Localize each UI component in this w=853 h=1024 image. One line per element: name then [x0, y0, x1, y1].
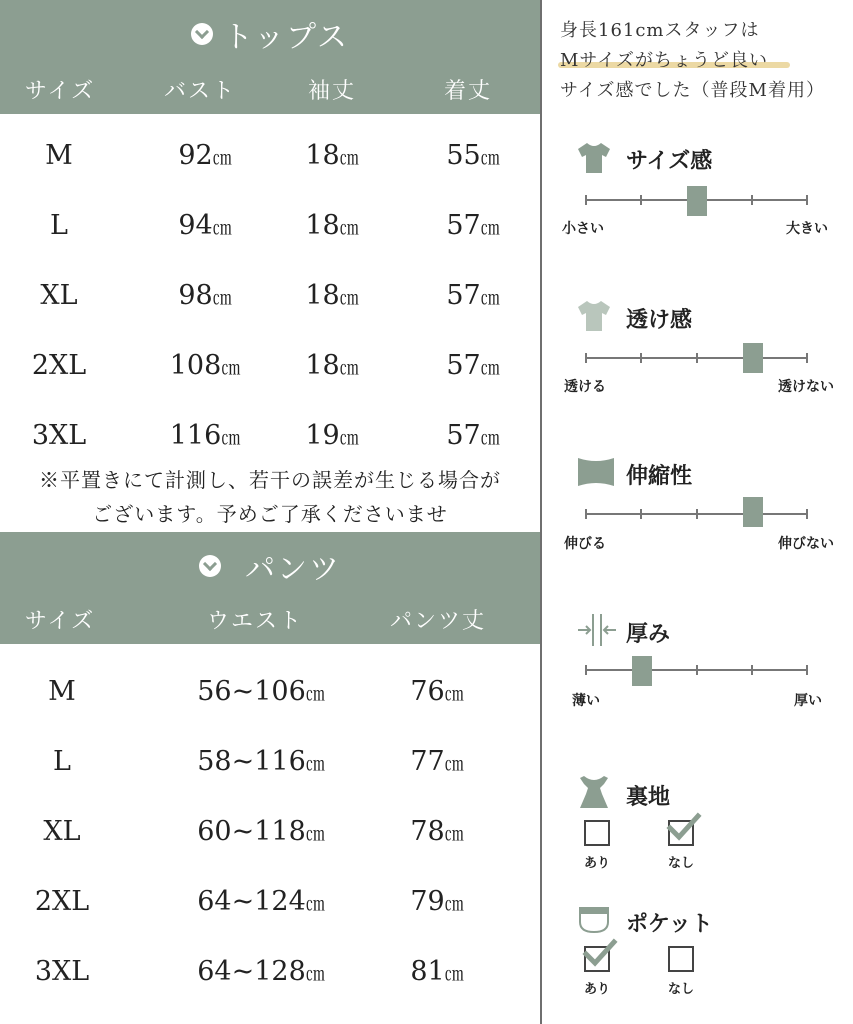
pants-col-size: サイズ: [24, 609, 96, 634]
checkmark-icon: [582, 938, 618, 970]
lining-icon: [576, 774, 612, 810]
tops-title: トップス: [223, 20, 349, 55]
tops-size-cell: M: [45, 140, 73, 171]
scale-tick: [751, 665, 753, 675]
pants-size-cell: 2XL: [34, 886, 90, 917]
scale-marker-sheer: [743, 343, 763, 373]
pants-size-cell: XL: [43, 816, 81, 847]
scale-tick: [585, 353, 587, 363]
tops-measure-cell: 19㎝: [305, 420, 359, 451]
scale-marker-stretch: [743, 497, 763, 527]
pants-measure-cell: 64~128㎝: [197, 956, 325, 987]
scale-tick: [585, 665, 587, 675]
pants-measure-cell: 81㎝: [410, 956, 464, 987]
pants-col-length: パンツ丈: [389, 609, 486, 634]
lining-option-no: なし: [668, 856, 695, 871]
tops-measure-cell: 108㎝: [169, 350, 241, 381]
scale-tick: [696, 665, 698, 675]
scale-title-sheer: 透け感: [626, 308, 693, 333]
scale-right-label-thickness: 厚い: [794, 693, 822, 709]
scale-tick: [696, 353, 698, 363]
thickness-icon: [576, 612, 618, 648]
tops-measure-cell: 57㎝: [446, 350, 500, 381]
tops-col-bust: バスト: [163, 79, 236, 104]
scale-right-label-size: 大きい: [786, 221, 828, 237]
tops-measure-cell: 18㎝: [305, 350, 359, 381]
staff-note-line3: サイズ感でした（普段M着用）: [560, 80, 825, 101]
tops-measure-cell: 18㎝: [305, 140, 359, 171]
pocket-option-yes: あり: [584, 982, 611, 997]
scale-right-label-stretch: 伸びない: [778, 536, 834, 552]
tops-title-row: [0, 12, 540, 56]
fit-info-panel: [542, 0, 853, 1024]
tops-col-size: サイズ: [24, 79, 96, 104]
measurement-note-line1: ※平置きにて計測し、若干の誤差が生じる場合が: [39, 468, 501, 492]
tops-measure-cell: 57㎝: [446, 210, 500, 241]
scale-marker-size: [687, 186, 707, 216]
stretch-fabric-icon: [576, 456, 616, 488]
tops-measure-cell: 18㎝: [305, 210, 359, 241]
pants-measure-cell: 56~106㎝: [197, 676, 325, 707]
checkmark-icon: [666, 812, 702, 844]
staff-note-line1: 身長161cmスタッフは: [560, 20, 760, 41]
tops-header-band: [0, 0, 540, 114]
tops-col-length: 着丈: [443, 79, 492, 104]
scale-title-thickness: 厚み: [626, 622, 671, 647]
pants-size-cell: M: [48, 676, 76, 707]
scale-title-size: サイズ感: [626, 149, 713, 174]
scale-tick: [640, 509, 642, 519]
tops-measure-cell: 18㎝: [305, 280, 359, 311]
scale-left-label-thickness: 薄い: [572, 693, 600, 709]
tops-measure-cell: 57㎝: [446, 420, 500, 451]
tops-col-sleeve: 袖丈: [307, 79, 356, 104]
tops-measure-cell: 55㎝: [446, 140, 500, 171]
pants-measure-cell: 77㎝: [410, 746, 464, 777]
staff-note-line2: Mサイズがちょうど良い: [560, 50, 768, 71]
tshirt-icon: [576, 140, 612, 176]
scale-left-label-stretch: 伸びる: [564, 536, 606, 552]
tops-measure-cell: 116㎝: [169, 420, 241, 451]
measurement-note-line2: ございます。予めご了承くださいませ: [92, 502, 448, 526]
pants-measure-cell: 58~116㎝: [197, 746, 325, 777]
sheer-shirt-icon: [576, 298, 612, 334]
pants-size-cell: L: [53, 746, 71, 777]
scale-tick: [640, 195, 642, 205]
scale-tick: [806, 665, 808, 675]
pants-title: パンツ: [245, 552, 341, 587]
pants-col-waist: ウエスト: [206, 609, 303, 634]
scale-marker-thickness: [632, 656, 652, 686]
chevron-down-icon: [191, 23, 213, 45]
pocket-title: ポケット: [626, 912, 713, 937]
scale-tick: [806, 353, 808, 363]
chevron-down-icon: [199, 555, 221, 577]
scale-tick: [696, 509, 698, 519]
tops-measure-cell: 92㎝: [178, 140, 232, 171]
scale-tick: [585, 509, 587, 519]
scale-left-label-sheer: 透ける: [564, 379, 606, 395]
pocket-option-no: なし: [668, 982, 695, 997]
pants-measure-cell: 78㎝: [410, 816, 464, 847]
scale-tick: [806, 509, 808, 519]
tops-size-cell: XL: [40, 280, 78, 311]
scale-tick: [640, 353, 642, 363]
pants-measure-cell: 79㎝: [410, 886, 464, 917]
scale-right-label-sheer: 透けない: [778, 379, 834, 395]
pocket-icon: [576, 904, 612, 936]
pants-title-row: [0, 544, 540, 588]
scale-tick: [751, 195, 753, 205]
pants-measure-cell: 60~118㎝: [197, 816, 325, 847]
scale-tick: [585, 195, 587, 205]
pants-header-band: [0, 532, 540, 644]
pants-measure-cell: 64~124㎝: [197, 886, 325, 917]
lining-option-yes: あり: [584, 856, 611, 871]
lining-title: 裏地: [626, 785, 671, 810]
pocket-checkbox-no: [668, 946, 694, 972]
pants-measure-cell: 76㎝: [410, 676, 464, 707]
tops-measure-cell: 98㎝: [178, 280, 232, 311]
pants-size-cell: 3XL: [34, 956, 90, 987]
tops-measure-cell: 57㎝: [446, 280, 500, 311]
tops-size-cell: 3XL: [31, 420, 87, 451]
lining-checkbox-yes: [584, 820, 610, 846]
scale-title-stretch: 伸縮性: [626, 464, 693, 489]
scale-tick: [806, 195, 808, 205]
scale-left-label-size: 小さい: [562, 221, 604, 237]
tops-size-cell: L: [50, 210, 68, 241]
tops-measure-cell: 94㎝: [178, 210, 232, 241]
tops-size-cell: 2XL: [31, 350, 87, 381]
